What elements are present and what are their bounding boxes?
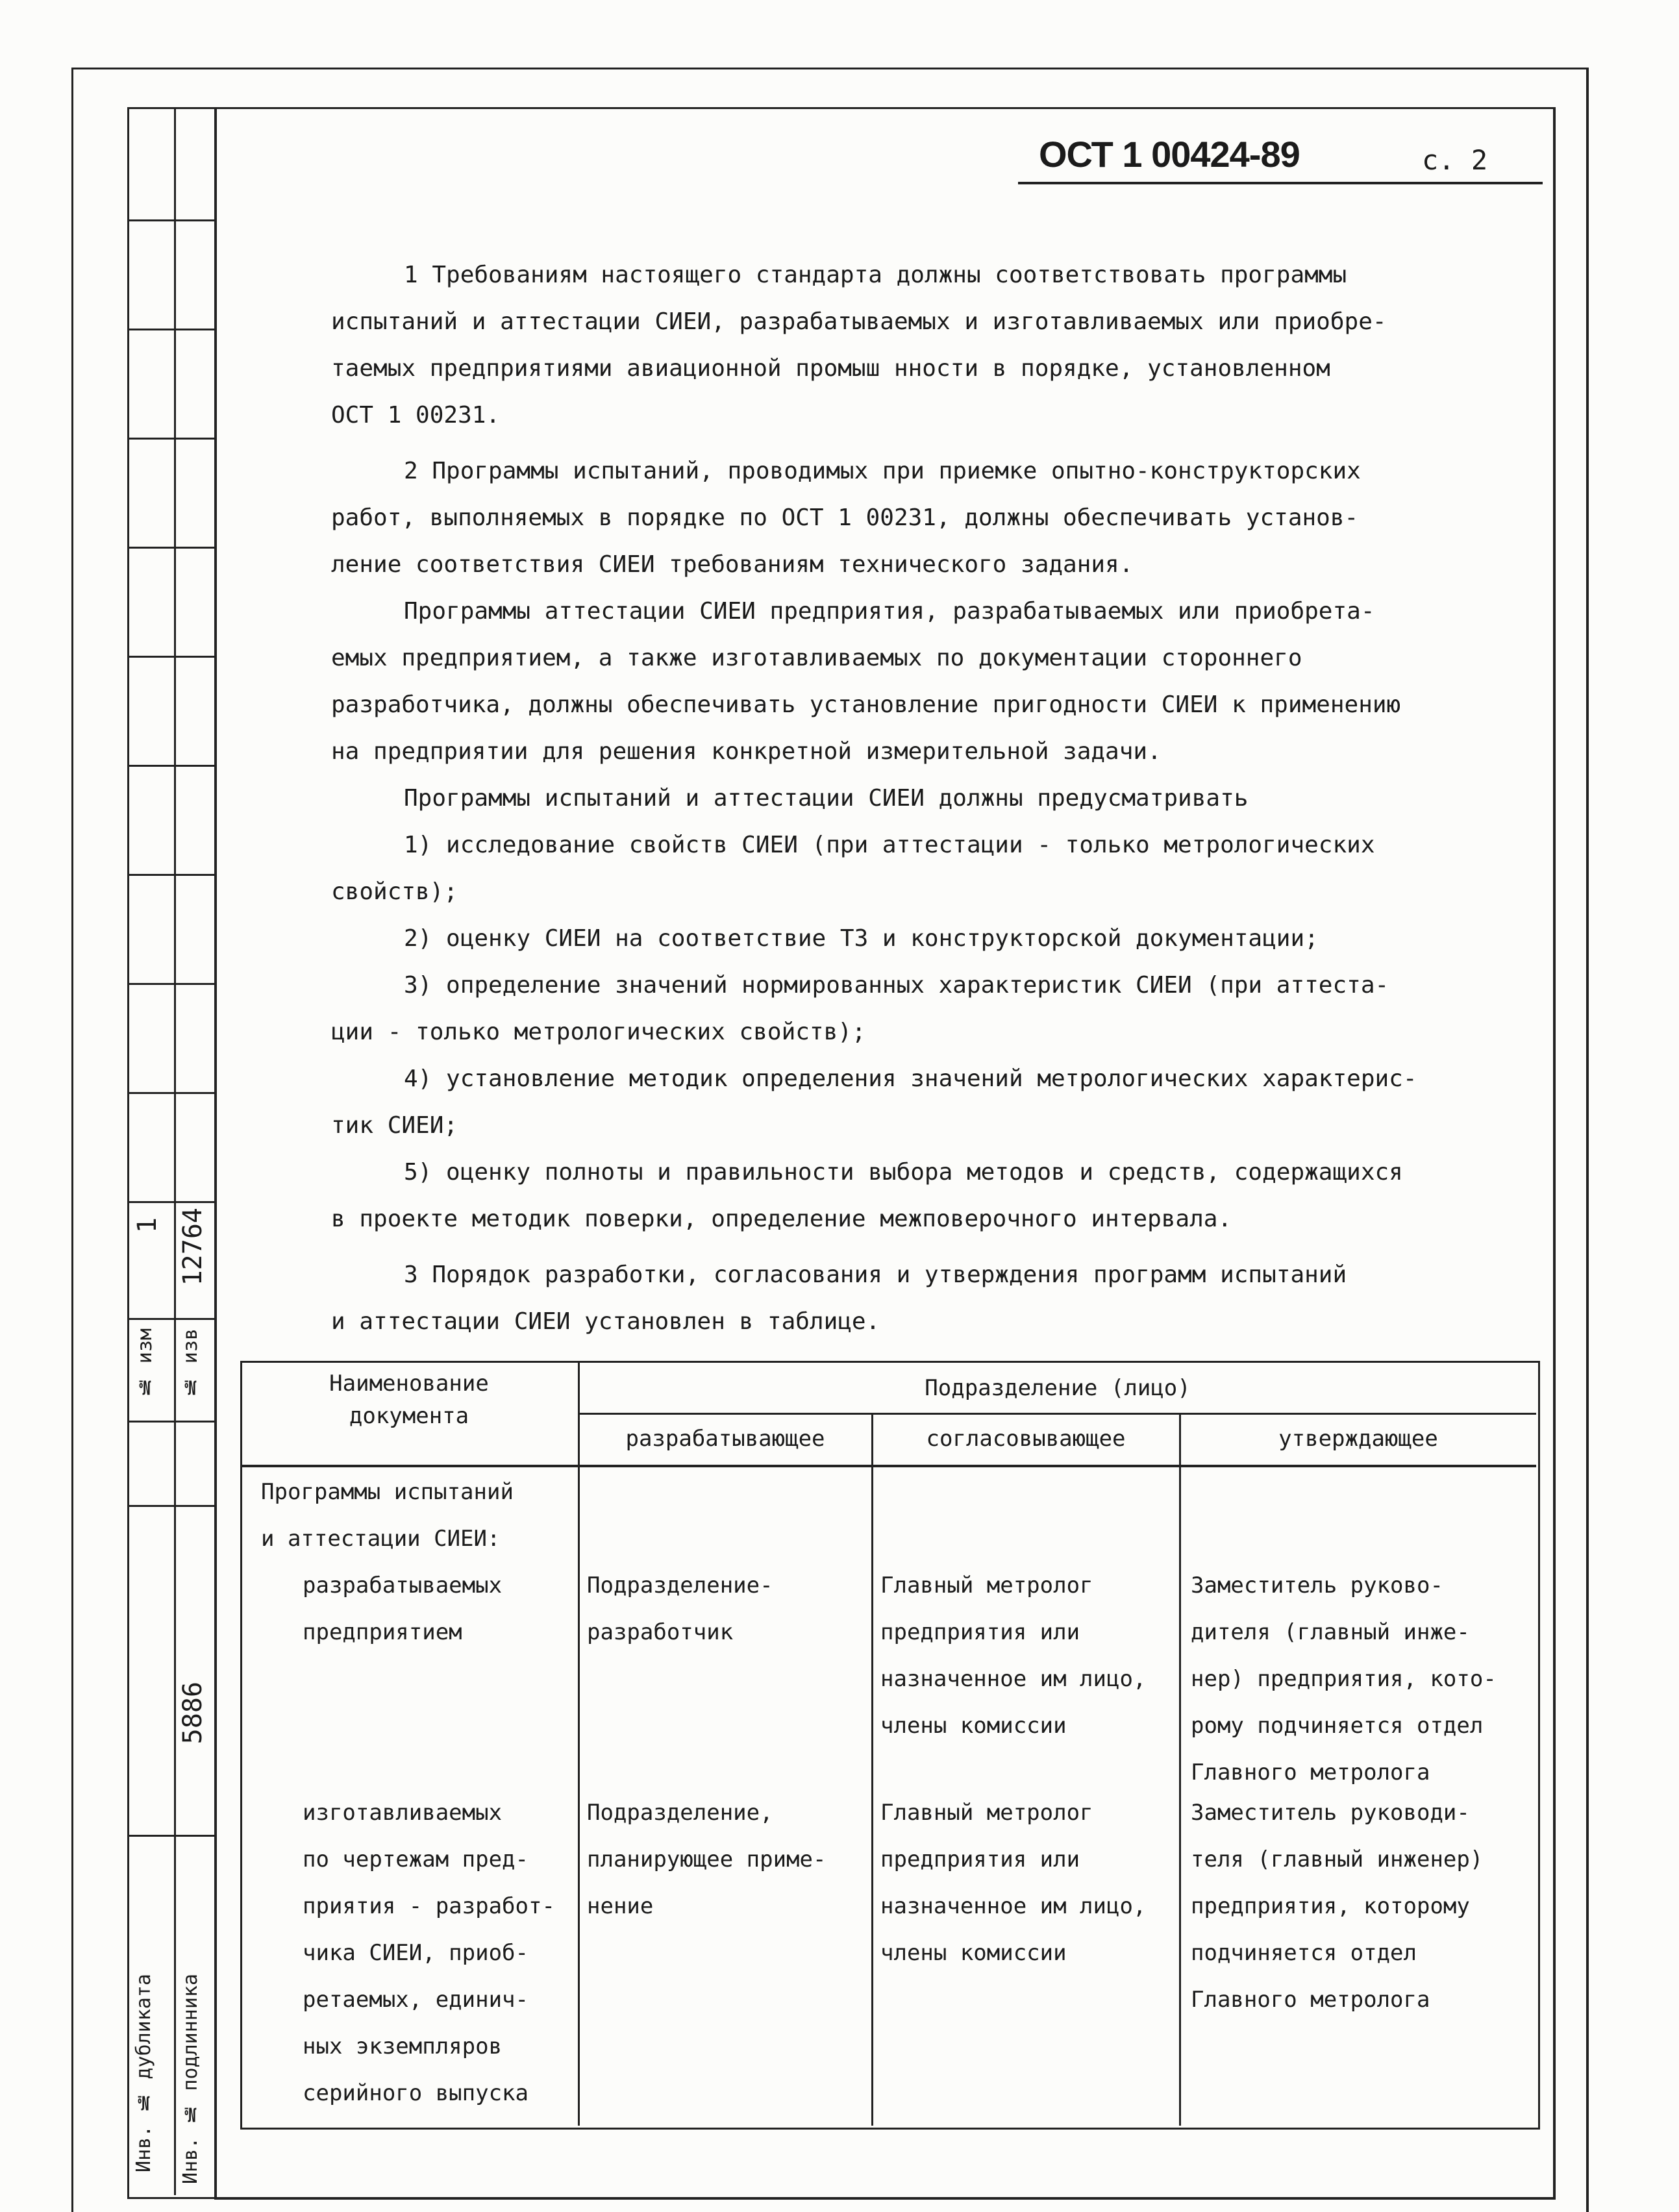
list-item-4: 4) установление методик определения значений метрологических характерис- тик СИЕИ;	[331, 1065, 1417, 1139]
table-col-divider	[871, 1413, 873, 2126]
list-item-1: 1) исследование свойств СИЕИ (при аттестации - только метрологических свойств);	[331, 832, 1375, 905]
table-row-2-approving: Заместитель руководи- теля (главный инженер) предприятия, которому подчиняется отдел Главного метролога	[1191, 1800, 1484, 2013]
table-row-2-developer: Подразделение, планирующее приме- нение	[587, 1800, 827, 1919]
stub-tick	[127, 1318, 217, 1320]
stub-izm-label: № изм	[134, 1328, 156, 1398]
stub-tick	[127, 656, 217, 658]
paragraph-3: Программы аттестации СИЕИ предприятия, разрабатываемых или приобрета- емых предприятием, а также изготавливаемых по документации стороннего разработчика, должны обеспечивать установление пригодности СИЕИ к применению на предприятии для решения конкретной измерительной задачи.	[331, 598, 1401, 765]
header-underline	[1018, 182, 1543, 184]
side-stub-divider	[174, 107, 176, 2195]
table-row-2-name: изготавливаемых по чертежам пред- приятия - разработ- чика СИЕИ, приоб- ретаемых, единич- ных экземпляров серийного выпуска	[303, 1800, 555, 2106]
table-row-2-agreeing: Главный метролог предприятия или назначенное им лицо, члены комиссии	[880, 1800, 1147, 1966]
table-row-1-agreeing: Главный метролог предприятия или назначенное им лицо, члены комиссии	[880, 1572, 1147, 1739]
paragraph-1: 1 Требованиям настоящего стандарта должны соответствовать программы испытаний и аттестации СИЕИ, разрабатываемых и изготавливаемых или приобре- таемых предприятиями авиационной промыш ⁠нности в порядке, установленном ОСТ 1 00231.	[331, 262, 1387, 429]
stub-tick	[127, 1092, 217, 1094]
table-header-divider	[578, 1413, 1536, 1415]
stub-tick	[127, 1201, 217, 1203]
stub-dubl-label: Инв. № дубликата	[132, 1974, 155, 2172]
stub-izv-value: 12764	[178, 1208, 208, 1286]
stub-dubl-value: 5886	[178, 1682, 208, 1745]
table-header-agreeing: согласовывающее	[926, 1426, 1126, 1452]
stub-izv-label: № изв	[179, 1328, 202, 1398]
stub-tick	[127, 1835, 217, 1837]
paragraph-2: 2 Программы испытаний, проводимых при приемке опытно-конструкторских работ, выполняемых в порядке по ОСТ 1 00231, должны обеспечивать установ- ление соответствия СИЕИ требованиям технического задания.	[331, 458, 1361, 578]
table-section-title: Программы испытаний и аттестации СИЕИ:	[261, 1479, 514, 1552]
stub-tick	[127, 1505, 217, 1507]
table-header-document: Наименование документа	[329, 1371, 489, 1429]
table-row-1-approving: Заместитель руково- дителя (главный инже- нер) предприятия, кото- рому подчиняется отдел Главного метролога	[1191, 1572, 1497, 1785]
stub-tick	[127, 329, 217, 330]
stub-tick	[127, 547, 217, 549]
stub-podl-label: Инв. № подлинника	[179, 1974, 202, 2184]
side-stub	[127, 107, 219, 2199]
list-item-5: 5) оценку полноты и правильности выбора методов и средств, содержащихся в проекте методик поверки, определение межповерочного интервала.	[331, 1159, 1403, 1232]
paragraph-5: 3 Порядок разработки, согласования и утверждения программ испытаний и аттестации СИЕИ установлен в таблице.	[331, 1261, 1347, 1335]
stub-tick	[127, 765, 217, 767]
list-item-3: 3) определение значений нормированных характеристик СИЕИ (при аттеста- ции - только метрологических свойств);	[331, 972, 1389, 1045]
table-header-group: Подразделение (лицо)	[925, 1375, 1191, 1401]
paragraph-4: Программы испытаний и аттестации СИЕИ должны предусматривать	[404, 785, 1249, 812]
body-text	[331, 252, 1500, 1345]
table-col-divider	[578, 1361, 580, 2126]
stub-tick	[127, 1421, 217, 1423]
stub-tick	[127, 983, 217, 985]
table-header-approving: утверждающее	[1278, 1426, 1438, 1452]
page-number: с. 2	[1422, 144, 1488, 176]
stub-izm-value: 1	[132, 1217, 162, 1234]
table-row-1-developer: Подразделение- разработчик	[587, 1572, 773, 1645]
stub-tick	[127, 874, 217, 876]
stub-tick	[127, 219, 217, 221]
list-item-2: 2) оценку СИЕИ на соответствие ТЗ и конструкторской документации;	[404, 925, 1319, 952]
stub-tick	[127, 438, 217, 440]
table-row-1-name: разрабатываемых предприятием	[303, 1572, 503, 1645]
document-code: ОСТ 1 00424-89	[1039, 134, 1300, 175]
table-header-bottom	[240, 1465, 1536, 1467]
table-col-divider	[1179, 1413, 1181, 2126]
table-header-developer: разрабатывающее	[625, 1426, 825, 1452]
